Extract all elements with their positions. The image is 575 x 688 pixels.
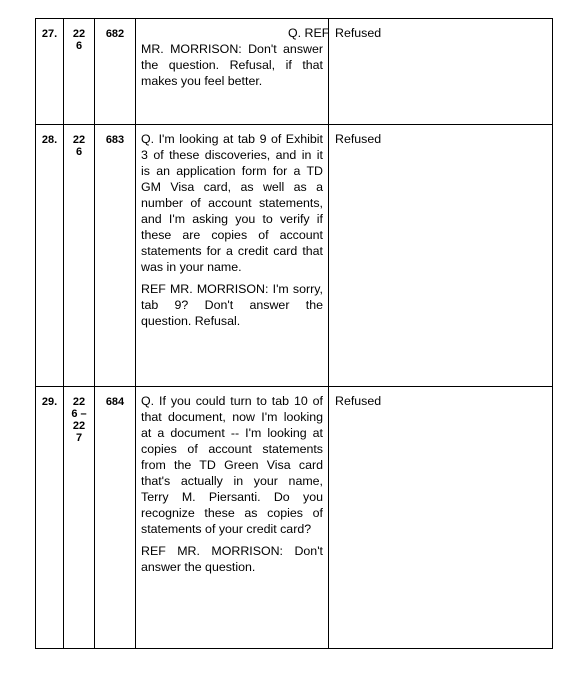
- transcript-excerpt: [136, 387, 329, 649]
- page-reference: [64, 125, 95, 387]
- page-line: 22: [72, 420, 86, 432]
- page-line: 6 –: [71, 408, 87, 420]
- transcript-excerpt: [136, 125, 329, 387]
- transcript-excerpt: [136, 19, 329, 125]
- table-row: [36, 125, 553, 387]
- transcript-paragraph: REF MR. MORRISON: I'm sorry, tab 9? Don't answer the question. Refusal.: [141, 282, 323, 328]
- transcript-paragraph: Q. I'm looking at tab 9 of Exhibit 3 of these discoveries, and in it is an application form for a TD GM Visa card, as well as a number of account statements, and I'm asking you to verify if these are copies of account statements for a credit card that was in your name.: [141, 132, 323, 274]
- table-row: [36, 19, 553, 125]
- question-number: 682: [95, 19, 136, 125]
- page-reference: [64, 19, 95, 125]
- page-line: 7: [75, 432, 83, 444]
- transcript-paragraph: Q. REF MR. MORRISON: Don't answer the question. Refusal, if that makes you feel better.: [141, 26, 330, 88]
- page-line: 6: [75, 40, 83, 52]
- table-row: [36, 387, 553, 649]
- page-line: 22: [72, 28, 86, 40]
- transcript-paragraph: Q. If you could turn to tab 10 of that document, now I'm looking at a document -- I'm looking at copies of account statements from the TD Green Visa card that's actually in your name, Terry M. Piersanti. Do you recognize these as copies of statements of your credit card?: [141, 394, 323, 536]
- refusals-table: [35, 18, 553, 649]
- row-number: 28.: [36, 125, 64, 387]
- transcript-paragraph: REF MR. MORRISON: Don't answer the question.: [141, 544, 323, 574]
- status-cell: Refused: [329, 387, 553, 649]
- status-cell: Refused: [329, 19, 553, 125]
- row-number: 27.: [36, 19, 64, 125]
- status-cell: Refused: [329, 125, 553, 387]
- page-line: 22: [72, 134, 86, 146]
- page-line: 6: [75, 146, 83, 158]
- question-number: 684: [95, 387, 136, 649]
- row-number: 29.: [36, 387, 64, 649]
- page-reference: [64, 387, 95, 649]
- question-number: 683: [95, 125, 136, 387]
- page-line: 22: [72, 396, 86, 408]
